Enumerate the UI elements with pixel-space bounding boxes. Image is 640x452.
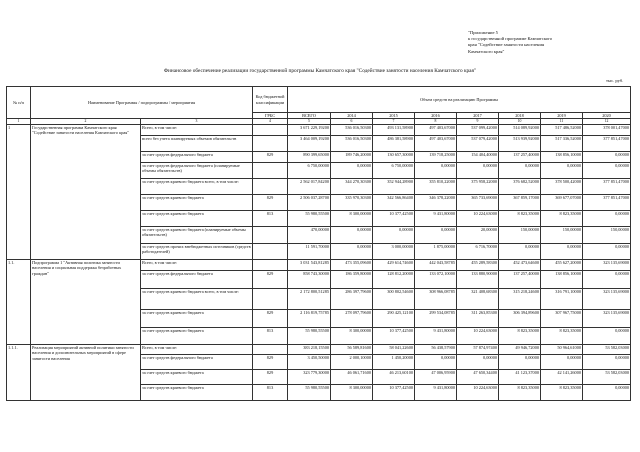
amount-cell: 452 473,64600 bbox=[499, 260, 541, 271]
amount-cell: 323 135,69000 bbox=[583, 310, 631, 328]
amount-cell: 335 970,30300 bbox=[331, 195, 373, 211]
amount-cell: 0,00000 bbox=[583, 385, 631, 401]
amount-cell: 367 859,17000 bbox=[499, 195, 541, 211]
amount-cell: 10 377,42500 bbox=[373, 385, 415, 401]
grbs-code bbox=[253, 136, 288, 152]
amount-cell: 20,00000 bbox=[457, 227, 499, 244]
amount-cell: 377 851,47000 bbox=[583, 195, 631, 211]
document-title: Финансовое обеспечение реализации государственной программы Камчатского края "Содействие занятости населения Камчатского края" bbox=[163, 68, 477, 74]
funding-source-label: Всего, в том числе: bbox=[141, 260, 253, 271]
funding-source-label: за счет средств федерального бюджета bbox=[141, 152, 253, 163]
amount-cell: 365 733,69000 bbox=[457, 195, 499, 211]
amount-cell: 128 812,20000 bbox=[373, 271, 415, 289]
amount-cell: 352 944,28900 bbox=[373, 179, 415, 195]
amount-cell: 0,00000 bbox=[583, 328, 631, 345]
amount-cell: 375 958,22000 bbox=[457, 179, 499, 195]
amount-cell: 46 061,71600 bbox=[331, 370, 373, 385]
amount-cell: 278 097,79600 bbox=[331, 310, 373, 328]
funding-source-label: за счет средств прочих внебюджетных источников (средств работодателей) bbox=[141, 244, 253, 260]
amount-cell: 133 880,90000 bbox=[457, 271, 499, 289]
amount-cell: 0,00000 bbox=[373, 227, 415, 244]
header-num: № п/п bbox=[7, 87, 31, 119]
amount-cell: 316 791,10000 bbox=[541, 289, 583, 310]
amount-cell: 150,00000 bbox=[583, 227, 631, 244]
funding-source-label: за счет средств краевого бюджета bbox=[141, 370, 253, 385]
amount-cell: 311 263,85300 bbox=[457, 310, 499, 328]
amount-cell: 0,00000 bbox=[583, 163, 631, 179]
amount-cell: 517 486,52000 bbox=[541, 125, 583, 136]
amount-cell: 536 016,50300 bbox=[331, 125, 373, 136]
amount-cell: 442 043,58785 bbox=[415, 260, 457, 271]
amount-cell: 537 079,42000 bbox=[457, 136, 499, 152]
grbs-code bbox=[253, 179, 288, 195]
header-name: Наименование Программы / подпрограммы / мероприятия bbox=[31, 87, 253, 119]
funding-source-label: за счет средств краевого бюджета bbox=[141, 385, 253, 401]
amount-cell: 0,00000 bbox=[415, 227, 457, 244]
amount-cell: 41 123,37000 bbox=[499, 370, 541, 385]
amount-cell: 8 823,35000 bbox=[541, 211, 583, 227]
program-name: Реализация мероприятий активной политики занятости населения и дополнительных мероприятий в сфере занятости населения bbox=[31, 345, 141, 401]
amount-cell: 10 377,42500 bbox=[373, 211, 415, 227]
amount-cell: 308 966,08785 bbox=[415, 289, 457, 310]
amount-cell: 3 031 543,81285 bbox=[288, 260, 331, 271]
amount-cell: 455 289,58300 bbox=[457, 260, 499, 271]
amount-cell: 6 750,00000 bbox=[288, 163, 331, 179]
grbs-code: 813 bbox=[253, 385, 288, 401]
amount-cell: 1 450,20000 bbox=[373, 355, 415, 370]
amount-cell: 306 394,89600 bbox=[499, 310, 541, 328]
amount-cell: 473 355,09600 bbox=[331, 260, 373, 271]
amount-cell: 8 300,00000 bbox=[331, 328, 373, 345]
funding-source-label: за счет средств краевого бюджета bbox=[141, 211, 253, 227]
column-number: 2 bbox=[31, 119, 141, 125]
table-row bbox=[7, 345, 631, 355]
amount-cell: 3 450,50000 bbox=[288, 355, 331, 370]
amount-cell: 429 614,74600 bbox=[373, 260, 415, 271]
amount-cell: 497 403,67000 bbox=[415, 125, 457, 136]
amount-cell: 470,00000 bbox=[288, 227, 331, 244]
amount-cell: 0,00000 bbox=[415, 355, 457, 370]
funding-source-label: за счет средств краевого бюджета bbox=[141, 195, 253, 211]
amount-cell: 50 964,61000 bbox=[541, 345, 583, 355]
table-row bbox=[7, 260, 631, 271]
amount-cell: 2 506 037,28700 bbox=[288, 195, 331, 211]
amount-cell: 57 874,97400 bbox=[457, 345, 499, 355]
amount-cell: 6 750,00000 bbox=[373, 163, 415, 179]
column-number: 4 bbox=[253, 119, 288, 125]
row-number: 1.1.1. bbox=[7, 345, 31, 401]
amount-cell: 513 939,92000 bbox=[499, 136, 541, 152]
amount-cell: 321 408,68300 bbox=[457, 289, 499, 310]
amount-cell: 0,00000 bbox=[583, 244, 631, 260]
grbs-code: 829 bbox=[253, 195, 288, 211]
amount-cell: 1 875,00000 bbox=[415, 244, 457, 260]
amount-cell: 56 438,57900 bbox=[415, 345, 457, 355]
amount-cell: 46 213,60100 bbox=[373, 370, 415, 385]
header-year: ВСЕГО bbox=[288, 113, 331, 119]
grbs-code: 813 bbox=[253, 211, 288, 227]
column-number: 3 bbox=[141, 119, 253, 125]
funding-source-label: Всего, в том числе: bbox=[141, 345, 253, 355]
amount-cell: 139 718,25000 bbox=[415, 152, 457, 163]
grbs-code: 813 bbox=[253, 328, 288, 345]
amount-cell: 486 381,58900 bbox=[373, 136, 415, 152]
amount-cell: 3 464 009,19200 bbox=[288, 136, 331, 152]
amount-cell: 189 746,20000 bbox=[331, 152, 373, 163]
funding-source-label: за счет средств федерального бюджета bbox=[141, 355, 253, 370]
amount-cell: 55 980,55500 bbox=[288, 328, 331, 345]
amount-cell: 150,00000 bbox=[499, 227, 541, 244]
amount-cell: 0,00000 bbox=[331, 227, 373, 244]
column-number: 12 bbox=[583, 119, 631, 125]
amount-cell: 55 980,55500 bbox=[288, 211, 331, 227]
amount-cell: 2 172 800,51285 bbox=[288, 289, 331, 310]
row-number: 1 bbox=[7, 125, 31, 260]
amount-cell: 8 823,35000 bbox=[541, 328, 583, 345]
amount-cell: 323 135,69000 bbox=[583, 260, 631, 271]
amount-cell: 10 224,63000 bbox=[457, 211, 499, 227]
appendix-note bbox=[468, 30, 628, 55]
amount-cell: 186 359,80000 bbox=[331, 271, 373, 289]
amount-cell: 0,00000 bbox=[583, 355, 631, 370]
amount-cell: 137 257,40000 bbox=[499, 152, 541, 163]
funding-table bbox=[6, 86, 631, 401]
amount-cell: 0,00000 bbox=[541, 244, 583, 260]
amount-cell: 0,00000 bbox=[583, 152, 631, 163]
table-row bbox=[7, 125, 631, 136]
appendix-line: Камчатского края" bbox=[468, 48, 505, 54]
funding-source-label: за счет средств краевого бюджета (планируемые объемы обязательств) bbox=[141, 227, 253, 244]
amount-cell: 537 099,42000 bbox=[457, 125, 499, 136]
funding-source-label: всего без учета планируемых объемов обязательств bbox=[141, 136, 253, 152]
amount-cell: 378 001,47000 bbox=[583, 125, 631, 136]
amount-cell: 9 431,80000 bbox=[415, 328, 457, 345]
amount-cell: 3 671 229,19200 bbox=[288, 125, 331, 136]
amount-cell: 0,00000 bbox=[499, 244, 541, 260]
funding-source-label: за счет средств краевого бюджета всего, в том числе: bbox=[141, 179, 253, 195]
amount-cell: 49 946,72000 bbox=[499, 345, 541, 355]
amount-cell: 8 823,35000 bbox=[541, 385, 583, 401]
amount-cell: 342 566,86400 bbox=[373, 195, 415, 211]
grbs-code: 829 bbox=[253, 355, 288, 370]
header-grbs: ГРБС bbox=[253, 113, 288, 119]
amount-cell: 0,00000 bbox=[541, 163, 583, 179]
column-number: 9 bbox=[457, 119, 499, 125]
amount-cell: 0,00000 bbox=[541, 355, 583, 370]
column-number: 5 bbox=[288, 119, 331, 125]
amount-cell: 355 810,22000 bbox=[415, 179, 457, 195]
amount-cell: 377 851,47000 bbox=[583, 179, 631, 195]
program-name: Государственная программа Камчатского края "Содействие занятости населения Камчатского края" bbox=[31, 125, 141, 260]
amount-cell: 133 072,10000 bbox=[415, 271, 457, 289]
funding-source-label: Всего, в том числе: bbox=[141, 125, 253, 136]
amount-cell: 377 851,47000 bbox=[583, 136, 631, 152]
amount-cell: 344 270,30300 bbox=[331, 179, 373, 195]
amount-cell: 42 141,26000 bbox=[541, 370, 583, 385]
column-number: 10 bbox=[499, 119, 541, 125]
grbs-code: 829 bbox=[253, 310, 288, 328]
grbs-code bbox=[253, 163, 288, 179]
amount-cell: 137 257,40000 bbox=[499, 271, 541, 289]
amount-cell: 8 823,35000 bbox=[499, 328, 541, 345]
column-number: 7 bbox=[373, 119, 415, 125]
header-year: 2017 bbox=[457, 113, 499, 119]
table-body bbox=[7, 125, 631, 401]
amount-cell: 0,00000 bbox=[331, 163, 373, 179]
amount-cell: 383 218,15500 bbox=[288, 345, 331, 355]
amount-cell: 10 224,63000 bbox=[457, 328, 499, 345]
funding-source-label: за счет средств краевого бюджета bbox=[141, 328, 253, 345]
grbs-code: 829 bbox=[253, 152, 288, 163]
appendix-line: "Приложение 5 bbox=[468, 30, 498, 35]
amount-cell: 8 300,00000 bbox=[331, 211, 373, 227]
funding-source-label: за счет средств федерального бюджета bbox=[141, 271, 253, 289]
funding-source-label: за счет средств краевого бюджета всего, в том числе: bbox=[141, 289, 253, 310]
header-year: 2014 bbox=[331, 113, 373, 119]
amount-cell: 3 000,00000 bbox=[373, 244, 415, 260]
amount-cell: 315 218,24600 bbox=[499, 289, 541, 310]
column-number: 1 bbox=[7, 119, 31, 125]
amount-cell: 0,00000 bbox=[583, 271, 631, 289]
amount-cell: 0,00000 bbox=[499, 163, 541, 179]
amount-cell: 455 627,20000 bbox=[541, 260, 583, 271]
amount-cell: 290 425,12100 bbox=[373, 310, 415, 328]
amount-cell: 346 378,22000 bbox=[415, 195, 457, 211]
grbs-code: 829 bbox=[253, 370, 288, 385]
amount-cell: 8 823,35000 bbox=[499, 385, 541, 401]
amount-cell: 0,00000 bbox=[415, 163, 457, 179]
amount-cell: 0,00000 bbox=[457, 355, 499, 370]
header-volume: Объем средств на реализацию Программы bbox=[288, 87, 631, 113]
funding-source-label: за счет средств краевого бюджета bbox=[141, 310, 253, 328]
appendix-line: края "Содействие занятости населения bbox=[468, 42, 545, 48]
appendix-line: к государственной программе Камчатского bbox=[468, 36, 553, 42]
amount-cell: 2 562 017,84200 bbox=[288, 179, 331, 195]
grbs-code bbox=[253, 345, 288, 355]
amount-cell: 307 967,75000 bbox=[541, 310, 583, 328]
grbs-code bbox=[253, 227, 288, 244]
header-year: 2020 bbox=[583, 113, 631, 119]
amount-cell: 6 716,70000 bbox=[457, 244, 499, 260]
amount-cell: 369 677,07000 bbox=[541, 195, 583, 211]
amount-cell: 376 682,52000 bbox=[499, 179, 541, 195]
amount-cell: 299 534,08785 bbox=[415, 310, 457, 328]
amount-cell: 8 823,35000 bbox=[499, 211, 541, 227]
grbs-code bbox=[253, 125, 288, 136]
header-year: 2018 bbox=[499, 113, 541, 119]
grbs-code bbox=[253, 244, 288, 260]
amount-cell: 517 336,52000 bbox=[541, 136, 583, 152]
amount-cell: 11 591,70000 bbox=[288, 244, 331, 260]
amount-cell: 300 802,54600 bbox=[373, 289, 415, 310]
amount-cell: 47 006,95900 bbox=[415, 370, 457, 385]
amount-cell: 53 582,03000 bbox=[583, 345, 631, 355]
amount-cell: 0,00000 bbox=[583, 211, 631, 227]
amount-cell: 9 431,80000 bbox=[415, 385, 457, 401]
header-year: 2019 bbox=[541, 113, 583, 119]
amount-cell: 514 089,92000 bbox=[499, 125, 541, 136]
header-year: 2016 bbox=[415, 113, 457, 119]
amount-cell: 154 404,40000 bbox=[457, 152, 499, 163]
amount-cell: 10 224,63000 bbox=[457, 385, 499, 401]
amount-cell: 0,00000 bbox=[331, 244, 373, 260]
header-code: Код бюджетной классификации bbox=[253, 87, 288, 113]
header-row bbox=[7, 87, 631, 113]
header-year: 2015 bbox=[373, 113, 415, 119]
column-number: 6 bbox=[331, 119, 373, 125]
amount-cell: 130 657,30000 bbox=[373, 152, 415, 163]
amount-cell: 138 856,10000 bbox=[541, 271, 583, 289]
amount-cell: 858 743,30000 bbox=[288, 271, 331, 289]
funding-source-label: за счет средств федерального бюджета (планируемые объемы обязательств) bbox=[141, 163, 253, 179]
column-number: 11 bbox=[541, 119, 583, 125]
amount-cell: 56 589,81600 bbox=[331, 345, 373, 355]
amount-cell: 378 500,42000 bbox=[541, 179, 583, 195]
amount-cell: 9 431,80000 bbox=[415, 211, 457, 227]
amount-cell: 8 300,00000 bbox=[331, 385, 373, 401]
column-number: 8 bbox=[415, 119, 457, 125]
grbs-code bbox=[253, 260, 288, 271]
amount-cell: 47 650,34400 bbox=[457, 370, 499, 385]
amount-cell: 53 582,03000 bbox=[583, 370, 631, 385]
amount-cell: 890 399,65000 bbox=[288, 152, 331, 163]
amount-cell: 2 000,10000 bbox=[331, 355, 373, 370]
amount-cell: 2 116 819,75785 bbox=[288, 310, 331, 328]
amount-cell: 323 135,69000 bbox=[583, 289, 631, 310]
amount-cell: 497 403,67000 bbox=[415, 136, 457, 152]
amount-cell: 493 131,58900 bbox=[373, 125, 415, 136]
amount-cell: 0,00000 bbox=[499, 355, 541, 370]
grbs-code bbox=[253, 289, 288, 310]
amount-cell: 286 397,79600 bbox=[331, 289, 373, 310]
amount-cell: 138 856,10000 bbox=[541, 152, 583, 163]
amount-cell: 10 377,42500 bbox=[373, 328, 415, 345]
amount-cell: 55 980,55500 bbox=[288, 385, 331, 401]
grbs-code: 829 bbox=[253, 271, 288, 289]
amount-cell: 0,00000 bbox=[457, 163, 499, 179]
amount-cell: 58 041,22600 bbox=[373, 345, 415, 355]
row-number: 1.1. bbox=[7, 260, 31, 345]
units-label: тыс. руб. bbox=[606, 78, 624, 83]
program-name: Подпрограмма 1 "Активная политика занятости населения и социальная поддержка безработных граждан" bbox=[31, 260, 141, 345]
amount-cell: 150,00000 bbox=[541, 227, 583, 244]
amount-cell: 323 779,30000 bbox=[288, 370, 331, 385]
amount-cell: 536 016,50300 bbox=[331, 136, 373, 152]
